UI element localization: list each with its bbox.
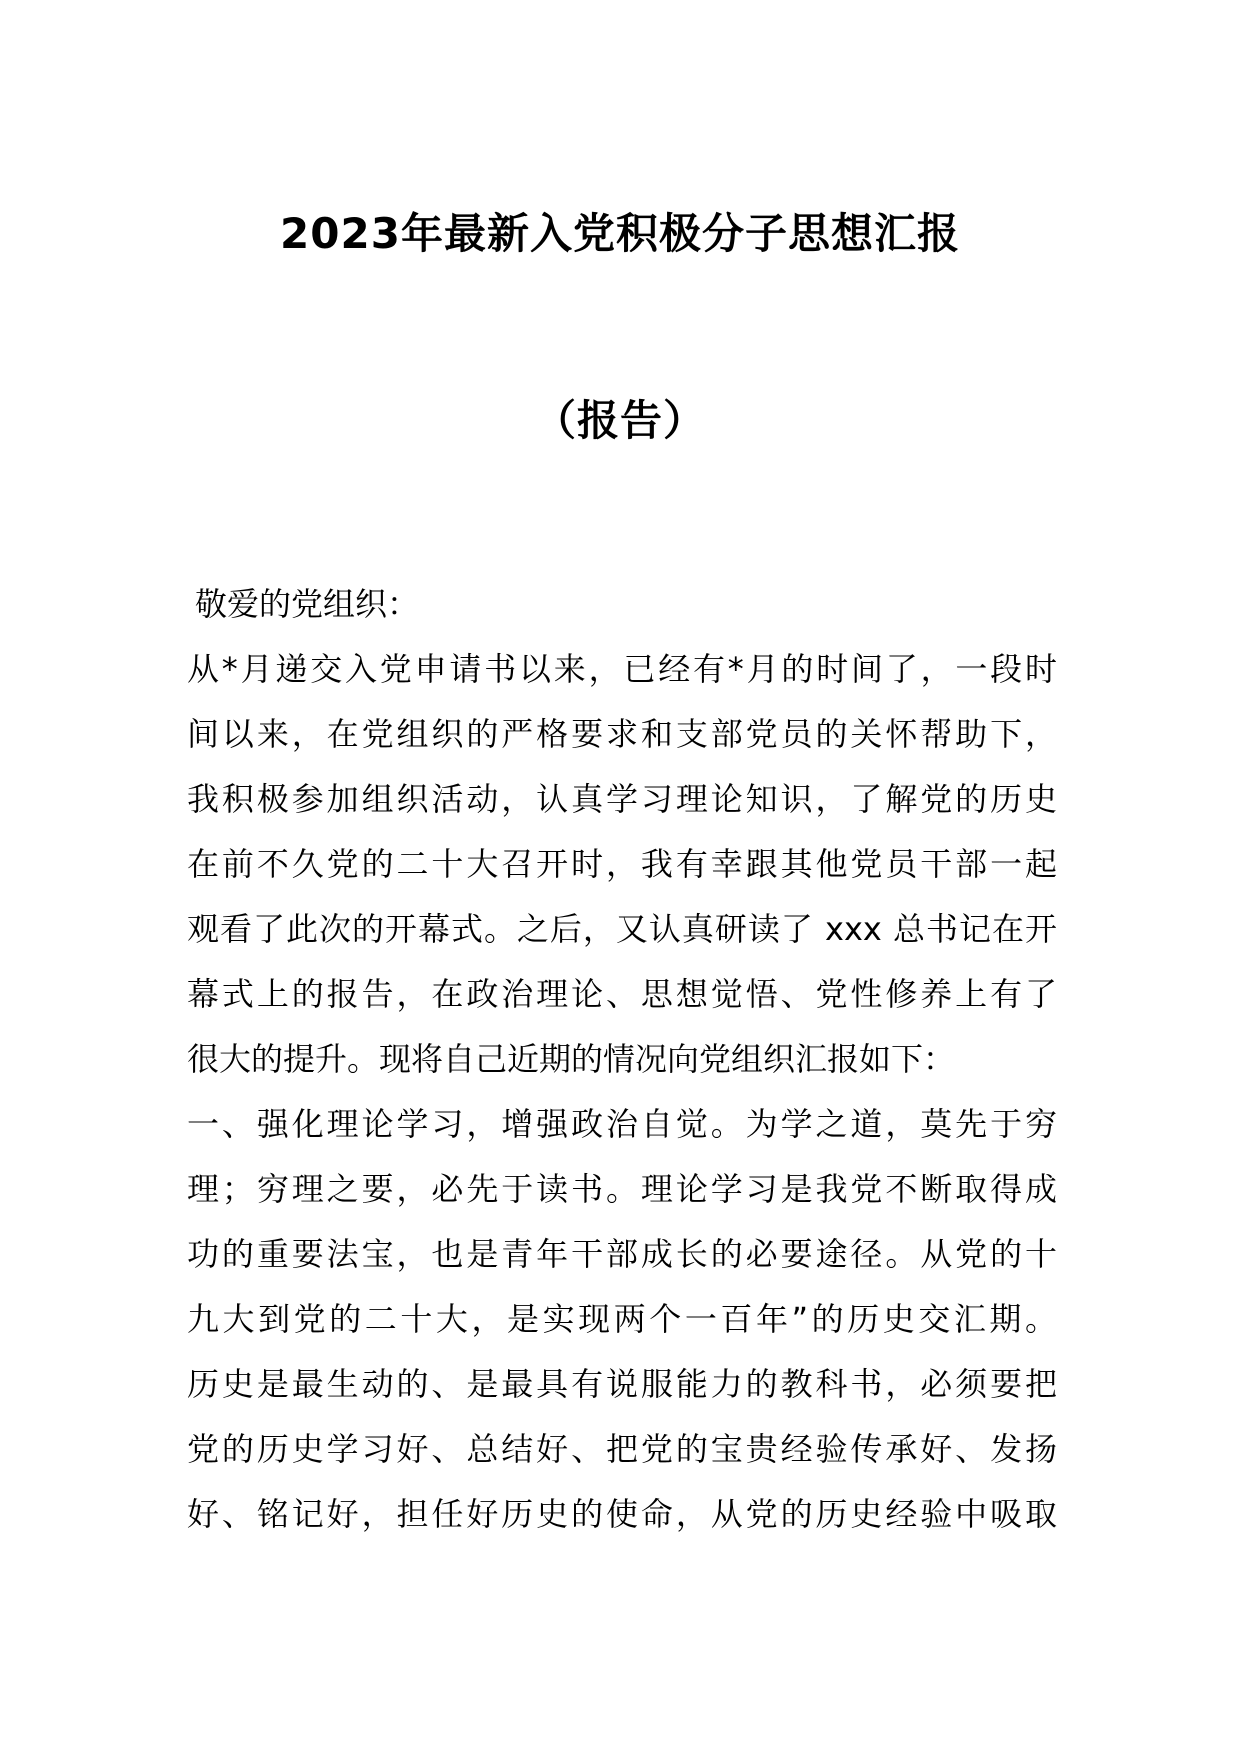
document-subtitle: （报告） bbox=[533, 396, 706, 445]
body-line: 从*月递交入党申请书以来，已经有*月的时间了，一段时 bbox=[187, 650, 1057, 688]
document-body bbox=[187, 572, 1057, 1547]
salutation: 敬爱的党组织： bbox=[195, 585, 420, 623]
body-line: 幕式上的报告，在政治理论、思想觉悟、党性修养上有了 bbox=[187, 975, 1057, 1013]
body-line: 九大到党的二十大，是实现两个一百年”的历史交汇期。 bbox=[187, 1300, 1057, 1338]
body-line: 在前不久党的二十大召开时，我有幸跟其他党员干部一起 bbox=[187, 845, 1057, 883]
body-line: 很大的提升。现将自己近期的情况向党组织汇报如下： bbox=[187, 1040, 956, 1078]
body-line: 党的历史学习好、总结好、把党的宝贵经验传承好、发扬 bbox=[187, 1430, 1057, 1468]
body-line: 一、强化理论学习，增强政治自觉。为学之道，莫先于穷 bbox=[187, 1105, 1057, 1143]
body-line: 好、铭记好，担任好历史的使命，从党的历史经验中吸取 bbox=[187, 1495, 1057, 1533]
body-line: 我积极参加组织活动，认真学习理论知识，了解党的历史 bbox=[187, 780, 1057, 818]
body-line: 历史是最生动的、是最具有说服能力的教科书，必须要把 bbox=[187, 1365, 1057, 1403]
document-title: 2023年最新入党积极分子思想汇报 bbox=[280, 209, 960, 258]
body-line: 理；穷理之要，必先于读书。理论学习是我党不断取得成 bbox=[187, 1170, 1057, 1208]
body-line: 观看了此次的开幕式。之后，又认真研读了 xxx 总书记在开 bbox=[187, 910, 1057, 948]
body-line: 功的重要法宝，也是青年干部成长的必要途径。从党的十 bbox=[187, 1235, 1057, 1273]
body-line: 间以来，在党组织的严格要求和支部党员的关怀帮助下， bbox=[187, 715, 1057, 753]
